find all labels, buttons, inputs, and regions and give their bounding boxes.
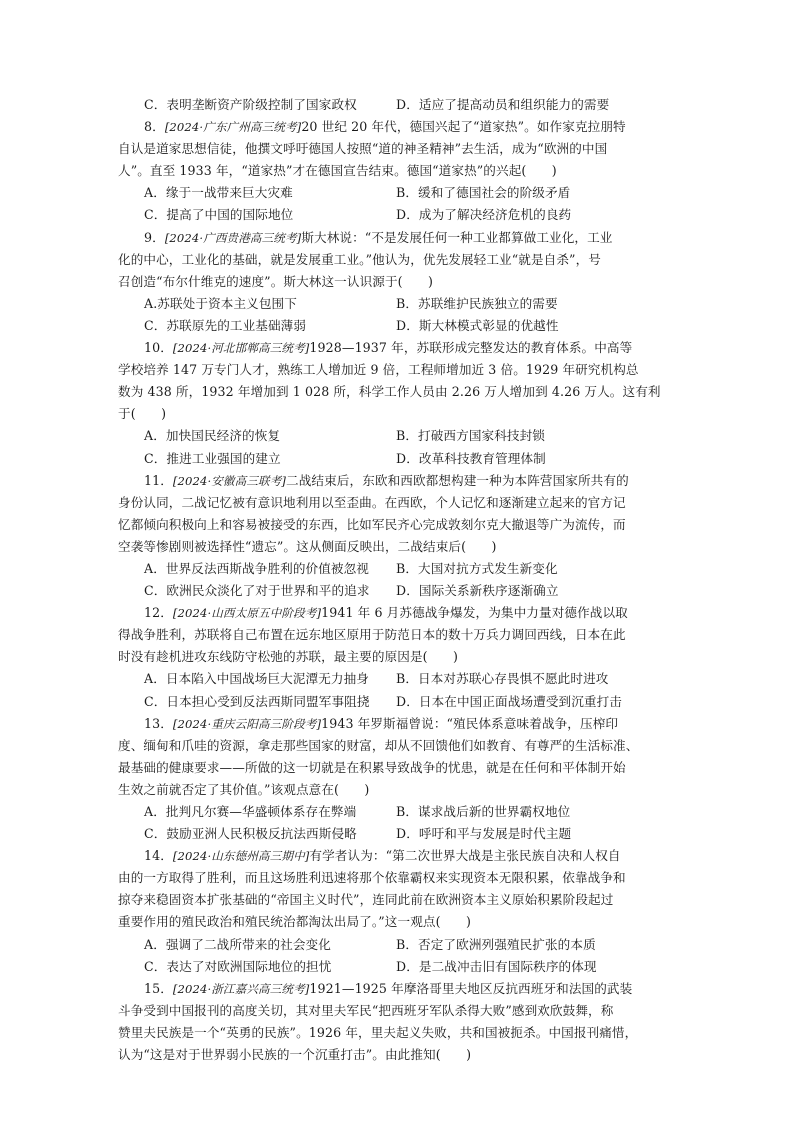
question-number: 8． bbox=[144, 119, 165, 135]
question-stem-text: 忆都倾向积极向上和容易被接受的东西，比如军民齐心完成敦刻尔克大撤退等广为流传，而 bbox=[118, 516, 626, 532]
question-number: 12． bbox=[144, 605, 173, 621]
question-number: 15． bbox=[144, 980, 173, 996]
question-stem-text: 认为“这是对于世界弱小民族的一个沉重打击”。由此推知( ) bbox=[118, 1047, 472, 1063]
answer-option: B．缓和了德国社会的阶级矛盾 bbox=[396, 185, 571, 201]
answer-option: C．推进工业强国的建立 bbox=[144, 450, 281, 466]
question-stem-text: 二战结束后，东欧和西欧都想构建一种为本阵营国家所共有的 bbox=[286, 472, 629, 488]
question-stem-text: 1921—1925 年摩洛哥里夫地区反抗西班牙和法国的武装 bbox=[309, 980, 633, 996]
option-row bbox=[118, 182, 680, 204]
q7-option-c: C．表明垄断资产阶级控制了国家政权 bbox=[144, 97, 357, 112]
answer-option: D．成为了解决经济危机的良药 bbox=[396, 207, 572, 223]
answer-option: C．提高了中国的国际地位 bbox=[144, 207, 294, 223]
question-stem-line bbox=[118, 249, 680, 271]
question-stem-text: 人”。直至 1933 年，“道家热”才在德国宣告结束。德国“道家热”的兴起( ) bbox=[118, 163, 557, 179]
question-stem-line bbox=[118, 624, 680, 646]
question-stem-text: 得战争胜利，苏联将自己布置在远东地区原用于防范日本的数十万兵力调回西线，日本在此 bbox=[118, 627, 626, 643]
option-row bbox=[118, 934, 680, 956]
answer-option: A.苏联处于资本主义包围下 bbox=[144, 295, 297, 311]
question-stem-text: 于( ) bbox=[118, 406, 167, 422]
question-stem-line bbox=[118, 536, 680, 558]
question-stem-text: 赞里夫民族是一个“英勇的民族”。1926 年，里夫起义失败，共和国被扼杀。中国报刊痛惜， bbox=[118, 1024, 638, 1040]
answer-option: A．批判凡尔赛—华盛顿体系存在弊端 bbox=[144, 804, 357, 819]
question-stem-line bbox=[118, 1022, 680, 1044]
question-stem-text: 1941 年 6 月苏德战争爆发，为集中力量对德作战以取 bbox=[321, 605, 628, 621]
option-row bbox=[118, 801, 680, 823]
question-source: [2024·广东广州高三统考] bbox=[164, 120, 302, 135]
question-stem-first-line bbox=[118, 978, 680, 1000]
answer-option: B．否定了欧洲列强殖民扩张的本质 bbox=[396, 936, 596, 952]
answer-option: B．大国对抗方式发生新变化 bbox=[396, 560, 558, 576]
question-number: 13． bbox=[144, 715, 173, 731]
answer-option: B．打破西方国家科技封锁 bbox=[396, 428, 545, 444]
question-stem-line bbox=[118, 271, 680, 293]
question-stem-text: 化的中心，工业化的基础，就是发展重工业。”他认为，优先发展轻工业“就是自杀”，号 bbox=[118, 251, 601, 267]
question-stem-text: 自认是道家思想信徒，他撰文呼吁德国人按照“道的神圣精神”去生活，成为“欧洲的中国 bbox=[118, 141, 608, 157]
question-stem-line bbox=[118, 911, 680, 933]
question-stem-line bbox=[118, 779, 680, 801]
question-0 bbox=[118, 116, 680, 226]
answer-option: A．日本陷入中国战场巨大泥潭无力抽身 bbox=[144, 671, 369, 687]
answer-option: B．日本对苏联心存畏惧不愿此时进攻 bbox=[396, 671, 609, 687]
answer-option: D．斯大林模式彰显的优越性 bbox=[396, 317, 559, 333]
option-row bbox=[118, 558, 680, 580]
question-stem-text: 掠夺来稳固资本扩张基础的“帝国主义时代”，连同此前在欧洲资本主义原始积累阶段起过 bbox=[118, 892, 614, 908]
exam-content bbox=[118, 94, 680, 1066]
option-row bbox=[118, 448, 680, 470]
question-stem-first-line bbox=[118, 470, 680, 492]
question-3 bbox=[118, 470, 680, 603]
question-stem-text: 时没有趁机进攻东线防守松弛的苏联，最主要的原因是( ) bbox=[118, 649, 459, 665]
question-stem-line bbox=[118, 757, 680, 779]
option-row bbox=[118, 668, 680, 690]
answer-option: C．鼓励亚洲人民积极反抗法西斯侵略 bbox=[144, 826, 357, 842]
answer-option: B．苏联维护民族独立的需要 bbox=[396, 295, 558, 311]
question-1 bbox=[118, 227, 680, 337]
question-number: 9． bbox=[144, 229, 165, 245]
question-7 bbox=[118, 978, 680, 1066]
q7-options-cd bbox=[118, 94, 680, 116]
answer-option: A．世界反法西斯战争胜利的价值被忽视 bbox=[144, 560, 369, 576]
answer-option: D．改革科技教育管理体制 bbox=[396, 450, 546, 466]
question-source: [2024·安徽高三联考] bbox=[172, 473, 287, 488]
question-stem-text: 数为 438 所，1932 年增加到 1 028 所，科学工作人员由 2.26 万人增加到 4.26 万人。这有利 bbox=[118, 384, 661, 400]
answer-option: D．日本在中国正面战场遭受到沉重打击 bbox=[396, 693, 622, 709]
q7-option-d: D．适应了提高动员和组织能力的需要 bbox=[396, 97, 610, 112]
question-stem-line bbox=[118, 646, 680, 668]
question-stem-text: 斯大林说：“不是发展任何一种工业都算做工业化，工业 bbox=[301, 229, 613, 245]
question-stem-line bbox=[118, 1044, 680, 1066]
question-stem-text: 度、缅甸和爪哇的资源，拿走那些国家的财富，却从不回馈他们如教育、有尊严的生活标准、 bbox=[118, 737, 639, 753]
answer-option: A．加快国民经济的恢复 bbox=[144, 428, 281, 444]
question-source: [2024·河北邯郸高三统考] bbox=[172, 341, 310, 356]
question-stem-text: 斗争受到中国报刊的高度关切，其对里夫军民“把西班牙军队杀得大败”感到欢欣鼓舞，称 bbox=[118, 1002, 614, 1018]
question-stem-line bbox=[118, 514, 680, 536]
option-row bbox=[118, 580, 680, 602]
answer-option: D．呼吁和平与发展是时代主题 bbox=[396, 826, 572, 842]
question-stem-first-line bbox=[118, 845, 680, 867]
answer-option: B．谋求战后新的世界霸权地位 bbox=[396, 804, 571, 819]
question-stem-text: 20 世纪 20 年代，德国兴起了“道家热”。如作家克拉朋特 bbox=[301, 119, 626, 135]
answer-option: A．缘于一战带来巨大灾难 bbox=[144, 185, 293, 201]
question-stem-first-line bbox=[118, 602, 680, 624]
question-source: [2024·浙江嘉兴高三统考] bbox=[172, 981, 310, 996]
option-row bbox=[118, 293, 680, 315]
question-stem-text: 召创造“布尔什维克的速度”。斯大林这一认识源于( ) bbox=[118, 273, 434, 289]
question-stem-text: 最基础的健康要求——所做的这一切就是在积累导致战争的忧患，就是在任何和平体制开始 bbox=[118, 759, 626, 775]
answer-option: A．强调了二战所带来的社会变化 bbox=[144, 936, 331, 952]
question-stem-text: 1928—1937 年，苏联形成完整发达的教育体系。中高等 bbox=[309, 340, 633, 356]
question-number: 11． bbox=[144, 472, 173, 488]
question-stem-line bbox=[118, 735, 680, 757]
question-stem-text: 空袭等惨剧则被选择性“遗忘”。这从侧面反映出，二战结束后( ) bbox=[118, 538, 497, 554]
question-number: 14． bbox=[144, 848, 173, 864]
question-source: [2024·重庆云阳高三阶段考] bbox=[172, 716, 322, 731]
question-number: 10． bbox=[144, 340, 173, 356]
question-stem-first-line bbox=[118, 713, 680, 735]
option-row bbox=[118, 425, 680, 447]
question-stem-first-line bbox=[118, 227, 680, 249]
question-source: [2024·山东德州高三期中] bbox=[172, 849, 310, 864]
question-stem-line bbox=[118, 160, 680, 182]
option-row bbox=[118, 204, 680, 226]
question-stem-text: 重要作用的殖民政治和殖民统治都淘汰出局了。”这一观点( ) bbox=[118, 914, 471, 930]
question-stem-text: 生效之前就否定了其价值。”该观点意在( ) bbox=[118, 781, 370, 797]
option-row bbox=[118, 823, 680, 845]
question-4 bbox=[118, 602, 680, 712]
answer-option: C．表达了对欧洲国际地位的担忧 bbox=[144, 958, 332, 974]
question-stem-text: 1943 年罗斯福曾说：“殖民体系意味着战争，压榨印 bbox=[321, 715, 619, 731]
question-6 bbox=[118, 845, 680, 978]
question-stem-line bbox=[118, 359, 680, 381]
question-stem-line bbox=[118, 403, 680, 425]
answer-option: C．苏联原先的工业基础薄弱 bbox=[144, 317, 307, 333]
question-stem-line bbox=[118, 867, 680, 889]
question-stem-line bbox=[118, 889, 680, 911]
answer-option: C．欧洲民众淡化了对于世界和平的追求 bbox=[144, 583, 370, 599]
question-stem-line bbox=[118, 1000, 680, 1022]
question-stem-line bbox=[118, 138, 680, 160]
question-stem-text: 身份认同，二战记忆被有意识地利用以至歪曲。在西欧，个人记忆和逐渐建立起来的官方记 bbox=[118, 494, 626, 510]
question-stem-first-line bbox=[118, 337, 680, 359]
question-list bbox=[118, 116, 680, 1066]
question-stem-line bbox=[118, 381, 680, 403]
question-stem-line bbox=[118, 492, 680, 514]
option-row bbox=[118, 956, 680, 978]
option-row bbox=[118, 691, 680, 713]
question-stem-text: 有学者认为：“第二次世界大战是主张民族自决和人权自 bbox=[309, 848, 621, 864]
question-source: [2024·山西太原五中阶段考] bbox=[172, 606, 322, 621]
question-stem-text: 由的一方取得了胜利，而且这场胜利迅速将那个依靠霸权来实现资本无限积累，依靠战争和 bbox=[118, 870, 626, 886]
answer-option: D．是二战冲击旧有国际秩序的体现 bbox=[396, 958, 597, 974]
question-stem-text: 学校培养 147 万专门人才，熟练工人增加近 9 倍，工程师增加近 3 倍。1929 年研究机构总 bbox=[118, 362, 639, 378]
question-source: [2024·广西贵港高三统考] bbox=[164, 230, 302, 245]
option-row bbox=[118, 315, 680, 337]
question-stem-first-line bbox=[118, 116, 680, 138]
question-2 bbox=[118, 337, 680, 470]
answer-option: D．国际关系新秩序逐渐确立 bbox=[396, 583, 559, 599]
question-5 bbox=[118, 713, 680, 846]
answer-option: C．日本担心受到反法西斯同盟军事阻挠 bbox=[144, 693, 370, 709]
